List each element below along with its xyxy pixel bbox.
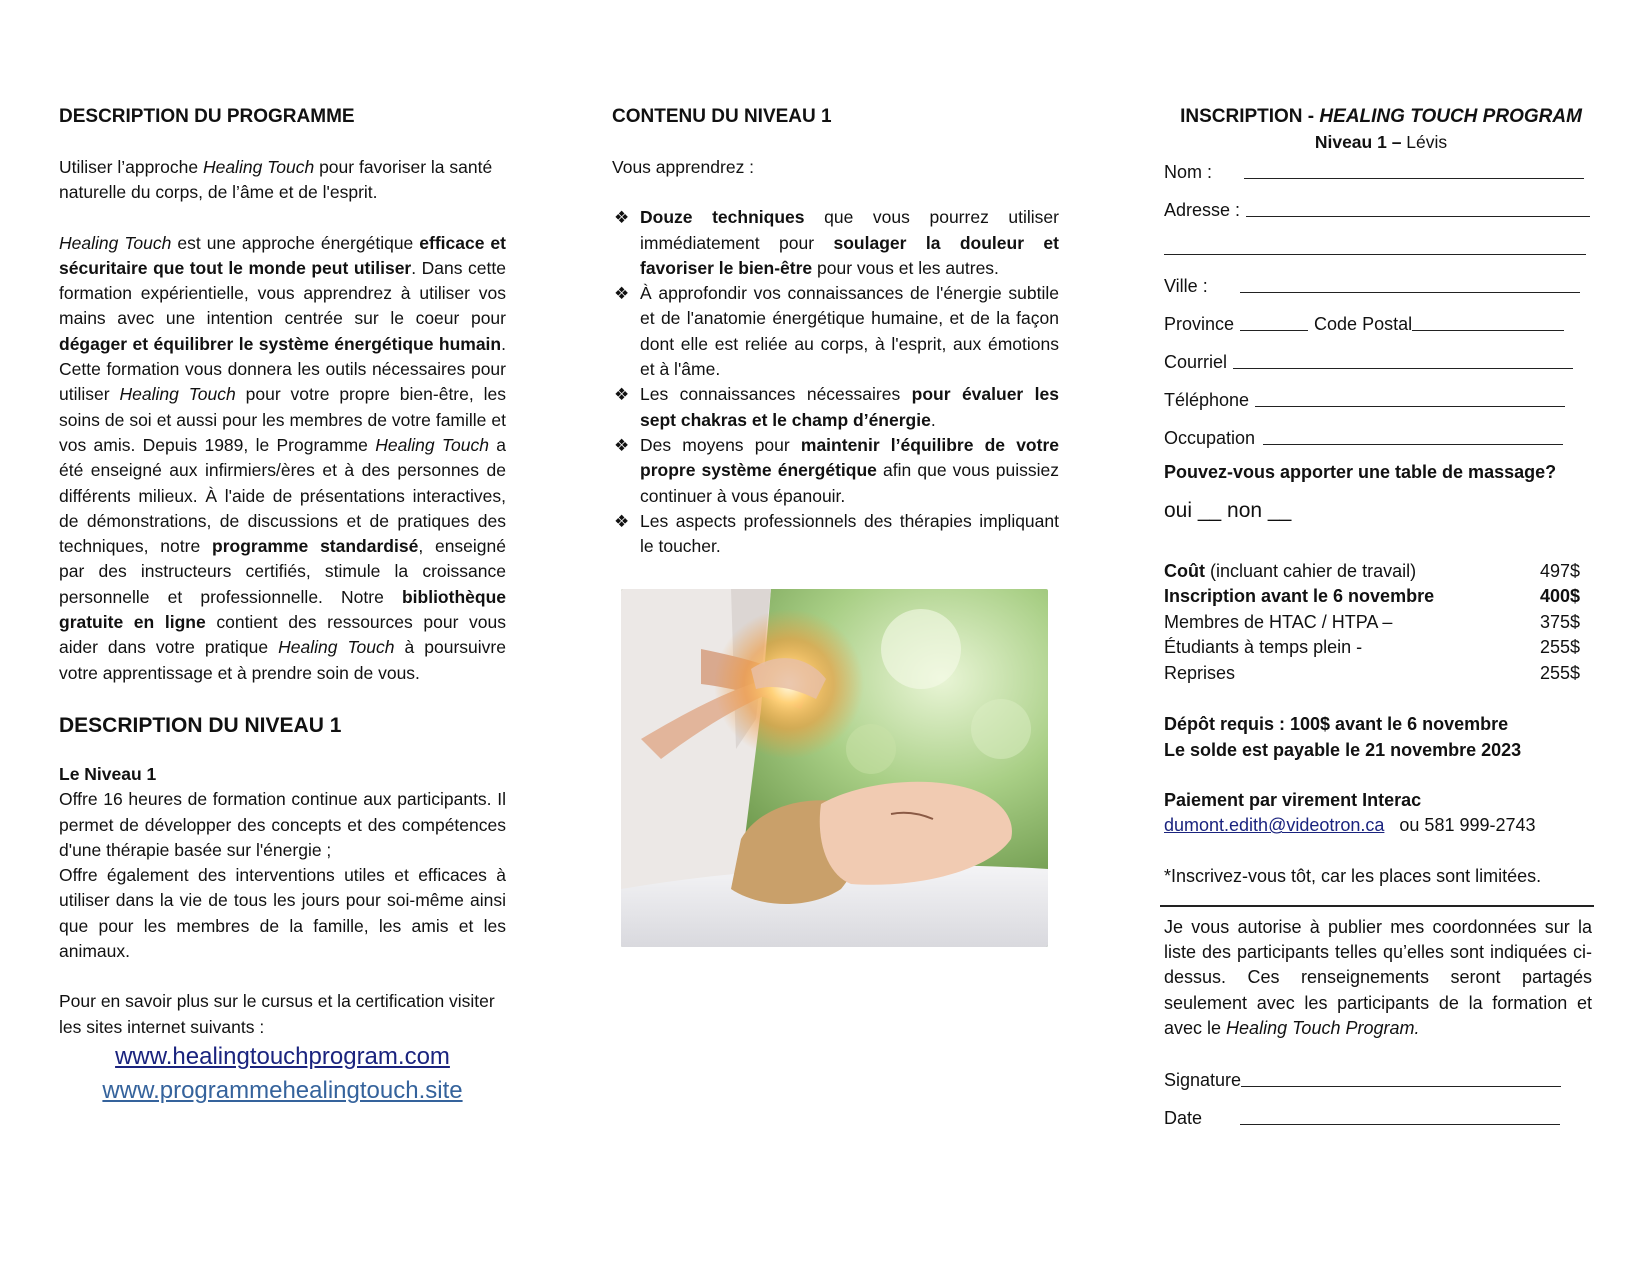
diamond-bullet-icon: ❖ (614, 511, 630, 531)
diamond-bullet-icon: ❖ (614, 435, 630, 455)
price-row-4: Reprises 255$ (1164, 662, 1580, 683)
province-postal-field[interactable]: Province Code Postal (1164, 299, 1598, 337)
link-healingtouchprogram[interactable]: www.healingtouchprogram.com (115, 1042, 450, 1070)
content-intro: Vous apprendrez : (612, 157, 755, 177)
massage-table-answer[interactable]: oui __ non __ (1164, 498, 1292, 522)
address-field-line2[interactable] (1164, 223, 1598, 261)
list-item: ❖ À approfondir vos connaissances de l'énergie subtile et de l'anatomie énergétique humaine, et de la façon dont elle est reliée au corps, à l'esprit, aux émotions et à l'âme. (614, 283, 1059, 380)
phone-field[interactable]: Téléphone (1164, 375, 1598, 413)
price-row-0: Coût (incluant cahier de travail) 497$ (1164, 560, 1580, 581)
date-field[interactable]: Date (1164, 1093, 1598, 1131)
intro-paragraph: Utiliser l’approche Healing Touch pour favoriser la santé naturelle du corps, de l’âme et de l'esprit. (59, 157, 493, 203)
diamond-bullet-icon: ❖ (614, 385, 630, 405)
section-title-content: CONTENU DU NIVEAU 1 (612, 106, 832, 127)
healing-touch-photo (621, 589, 1048, 947)
payment-title: Paiement par virement Interac (1164, 789, 1422, 810)
level1-paragraph-2: Offre également des interventions utiles et efficaces à utiliser dans la vie de tous les jours pour soi-même ainsi que pour les membres de la famille, les amis et les animaux. (59, 865, 506, 962)
signature-field[interactable]: Signature (1164, 1055, 1598, 1093)
massage-table-question: Pouvez-vous apporter une table de massage? (1164, 462, 1557, 483)
price-row-3: Étudiants à temps plein - 255$ (1164, 637, 1580, 658)
occupation-field[interactable]: Occupation (1164, 413, 1598, 451)
price-row-1: Inscription avant le 6 novembre 400$ (1164, 586, 1580, 607)
payment-contact: dumont.edith@videotron.ca ou 581 999-2743 (1164, 815, 1536, 836)
list-item: ❖ Douze techniques que vous pourrez utiliser immédiatement pour soulager la douleur et favoriser le bien-être pour vous et les autres. (614, 207, 1059, 278)
column-registration (1164, 104, 1598, 1131)
column-program-description (59, 104, 506, 1108)
price-row-2: Membres de HTAC / HTPA – 375$ (1164, 611, 1580, 632)
limited-places-note: *Inscrivez-vous tôt, car les places sont limitées. (1164, 865, 1542, 886)
registration-subtitle: Niveau 1 – Lévis (1314, 132, 1448, 152)
list-item: ❖ Les connaissances nécessaires pour évaluer les sept chakras et le champ d’énergie. (614, 384, 1059, 430)
content-list (612, 205, 1059, 559)
registration-title: INSCRIPTION - HEALING TOUCH PROGRAM (1180, 106, 1582, 127)
address-field[interactable]: Adresse : (1164, 185, 1598, 223)
section-title-program: DESCRIPTION DU PROGRAMME (59, 106, 355, 127)
diamond-bullet-icon: ❖ (614, 208, 630, 228)
level1-subtitle: Le Niveau 1 (59, 763, 157, 784)
photo-illustration (621, 589, 1048, 947)
city-field[interactable]: Ville : (1164, 261, 1598, 299)
consent-paragraph: Je vous autorise à publier mes coordonnées sur la liste des participants telles qu’elles sont indiquées ci-dessus. Ces renseignements seront partagés seulement avec les participants de la formation et avec le Healing Touch Program. (1164, 916, 1592, 1039)
list-item: ❖ Des moyens pour maintenir l’équilibre de votre propre système énergétique afin que vous puissiez continuer à vous épanouir. (614, 434, 1059, 506)
name-field[interactable]: Nom : (1164, 155, 1598, 185)
list-item: ❖ Les aspects professionnels des thérapies impliquant le toucher. (614, 510, 1059, 557)
divider (1160, 905, 1594, 907)
email-link[interactable]: dumont.edith@videotron.ca (1164, 815, 1385, 836)
level1-paragraph-1: Offre 16 heures de formation continue aux participants. Il permet de développer des concepts et des compétences d'une thérapie basée sur l'énergie ; (59, 789, 506, 860)
deposit-text: Dépôt requis : 100$ avant le 6 novembre (1164, 714, 1509, 735)
website-links (59, 1040, 506, 1108)
balance-text: Le solde est payable le 21 novembre 2023 (1164, 739, 1522, 760)
link-programmehealingtouch[interactable]: www.programmehealingtouch.site (102, 1076, 463, 1104)
diamond-bullet-icon: ❖ (614, 284, 630, 304)
email-field[interactable]: Courriel (1164, 337, 1598, 375)
column-level-content (612, 104, 1059, 947)
more-info-paragraph: Pour en savoir plus sur le cursus et la certification visiter les sites internet suivants : (59, 991, 495, 1037)
program-paragraph: Healing Touch est une approche énergétique efficace et sécuritaire que tout le monde peut utiliser. Dans cette formation expérientielle, vous apprendrez à utiliser vos mains avec une intention centrée sur le coeur pour dégager et équilibrer le système énergétique humain. Cette formation vous donnera les outils nécessaires pour utiliser Healing Touch pour votre propre bien-être, les soins de soi et aussi pour les membres de votre famille et vos amis. Depuis 1989, le Programme Healing Touch a été enseigné aux infirmiers/ères et à des personnes de différents milieux. À l'aide de présentations interactives, de démonstrations, de discussions et de pratiques des techniques, notre programme standardisé, enseigné par des instructeurs certifiés, stimule la croissance personnelle et professionnelle. Notre bibliothèque gratuite en ligne contient des ressources pour vous aider dans votre pratique Healing Touch à poursuivre votre apprentissage et à prendre soin de vous. (59, 232, 507, 683)
price-list (1164, 559, 1598, 687)
section-title-level1: DESCRIPTION DU NIVEAU 1 (59, 713, 342, 737)
